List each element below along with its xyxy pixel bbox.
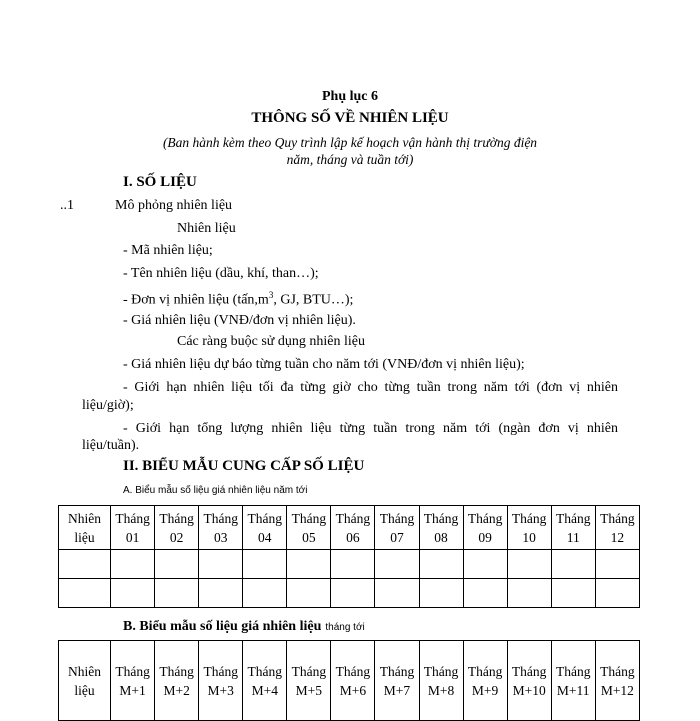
appendix-label: Phụ lục 6 <box>321 89 378 104</box>
item-number: ..1 <box>60 198 74 213</box>
fuel-unit-prefix: - Đơn vị nhiên liệu (tấn,m <box>123 292 269 308</box>
table-a-header-cell: Tháng 06 <box>331 506 375 550</box>
table-cell[interactable] <box>463 550 507 579</box>
table-b-header-cell: Tháng M+11 <box>551 641 595 721</box>
document-subtitle <box>0 134 700 168</box>
table-a-header-cell: Tháng 12 <box>595 506 639 550</box>
table-cell[interactable] <box>111 579 155 608</box>
table-cell[interactable] <box>419 550 463 579</box>
table-b-header-row <box>59 641 640 721</box>
table-b-header-cell: Tháng M+2 <box>155 641 199 721</box>
table-a-header-cell: Tháng 04 <box>243 506 287 550</box>
fuel-unit-item <box>123 290 353 309</box>
table-a-empty-row <box>59 550 640 579</box>
table-a-empty-row <box>59 579 640 608</box>
table-cell[interactable] <box>507 550 551 579</box>
table-cell[interactable] <box>155 550 199 579</box>
table-b-caption-bold: B. Biểu mẫu số liệu giá nhiên liệu <box>123 619 322 634</box>
item-title: Mô phỏng nhiên liệu <box>115 198 233 213</box>
constraint-2-line-2: liệu/giờ); <box>82 398 134 413</box>
table-cell[interactable] <box>243 579 287 608</box>
table-b-header-cell: Tháng M+12 <box>595 641 639 721</box>
table-cell[interactable] <box>59 550 111 579</box>
table-cell[interactable] <box>243 550 287 579</box>
table-b-header-cell: Tháng M+1 <box>111 641 155 721</box>
table-b-header-cell: Tháng M+4 <box>243 641 287 721</box>
table-cell[interactable] <box>551 550 595 579</box>
constraint-1: - Giá nhiên liệu dự báo từng tuần cho năm tới (VNĐ/đơn vị nhiên liệu); <box>123 357 525 372</box>
table-a-header-cell: Tháng 05 <box>287 506 331 550</box>
subtitle-line-2: năm, tháng và tuần tới) <box>286 152 414 167</box>
table-cell[interactable] <box>375 579 419 608</box>
table-b-header-cell: Tháng M+5 <box>287 641 331 721</box>
table-b-header-cell: Nhiên liệu <box>59 641 111 721</box>
document-title: THÔNG SỐ VỀ NHIÊN LIỆU <box>251 110 449 126</box>
table-a-header-cell: Tháng 01 <box>111 506 155 550</box>
table-b-caption-small: tháng tới <box>325 622 365 633</box>
fuel-unit-superscript: 3 <box>268 290 274 300</box>
table-b-caption <box>123 617 365 635</box>
fuel-price-item: - Giá nhiên liệu (VNĐ/đơn vị nhiên liệu). <box>123 313 356 328</box>
table-a-header-row <box>59 506 640 550</box>
subtitle-line-1: (Ban hành kèm theo Quy trình lập kế hoạch vận hành thị trường điện <box>162 135 538 150</box>
table-a <box>58 505 640 608</box>
table-cell[interactable] <box>551 579 595 608</box>
table-cell[interactable] <box>507 579 551 608</box>
table-cell[interactable] <box>375 550 419 579</box>
section-1-heading: I. SỐ LIỆU <box>123 174 197 190</box>
table-cell[interactable] <box>331 550 375 579</box>
table-cell[interactable] <box>199 550 243 579</box>
fuel-unit-suffix: , GJ, BTU…); <box>273 292 354 308</box>
table-cell[interactable] <box>331 579 375 608</box>
table-b-header-cell: Tháng M+6 <box>331 641 375 721</box>
constraint-3-line-1: - Giới hạn tổng lượng nhiên liệu từng tuần trong năm tới (ngàn đơn vị nhiên <box>123 421 618 436</box>
table-a-header-cell: Tháng 08 <box>419 506 463 550</box>
fuel-code-item: - Mã nhiên liệu; <box>123 243 213 258</box>
table-cell[interactable] <box>59 579 111 608</box>
table-cell[interactable] <box>111 550 155 579</box>
table-cell[interactable] <box>595 550 639 579</box>
table-cell[interactable] <box>463 579 507 608</box>
table-a-header-cell: Tháng 11 <box>551 506 595 550</box>
constraints-heading: Các ràng buộc sử dụng nhiên liệu <box>177 334 365 349</box>
table-b-header-cell: Tháng M+8 <box>419 641 463 721</box>
table-cell[interactable] <box>287 550 331 579</box>
constraint-2-line-1: - Giới hạn nhiên liệu tối đa từng giờ cho từng tuần trong năm tới (đơn vị nhiên <box>123 380 618 395</box>
fuel-heading: Nhiên liệu <box>177 221 236 236</box>
table-b-header-cell: Tháng M+10 <box>507 641 551 721</box>
table-cell[interactable] <box>199 579 243 608</box>
table-b-header-cell: Tháng M+3 <box>199 641 243 721</box>
table-cell[interactable] <box>419 579 463 608</box>
table-cell[interactable] <box>287 579 331 608</box>
table-a-header-cell: Tháng 09 <box>463 506 507 550</box>
table-a-header-cell: Nhiên liệu <box>59 506 111 550</box>
table-b <box>58 640 640 721</box>
table-cell[interactable] <box>595 579 639 608</box>
table-a-header-cell: Tháng 10 <box>507 506 551 550</box>
table-a-header-cell: Tháng 02 <box>155 506 199 550</box>
fuel-name-item: - Tên nhiên liệu (dầu, khí, than…); <box>123 266 319 281</box>
section-2-heading: II. BIỂU MẪU CUNG CẤP SỐ LIỆU <box>123 458 365 474</box>
constraint-3-line-2: liệu/tuần). <box>82 438 140 453</box>
table-a-caption: A. Biểu mẫu số liệu giá nhiên liệu năm tới <box>123 485 308 496</box>
table-a-header-cell: Tháng 07 <box>375 506 419 550</box>
table-cell[interactable] <box>155 579 199 608</box>
table-b-header-cell: Tháng M+9 <box>463 641 507 721</box>
table-b-header-cell: Tháng M+7 <box>375 641 419 721</box>
table-a-header-cell: Tháng 03 <box>199 506 243 550</box>
